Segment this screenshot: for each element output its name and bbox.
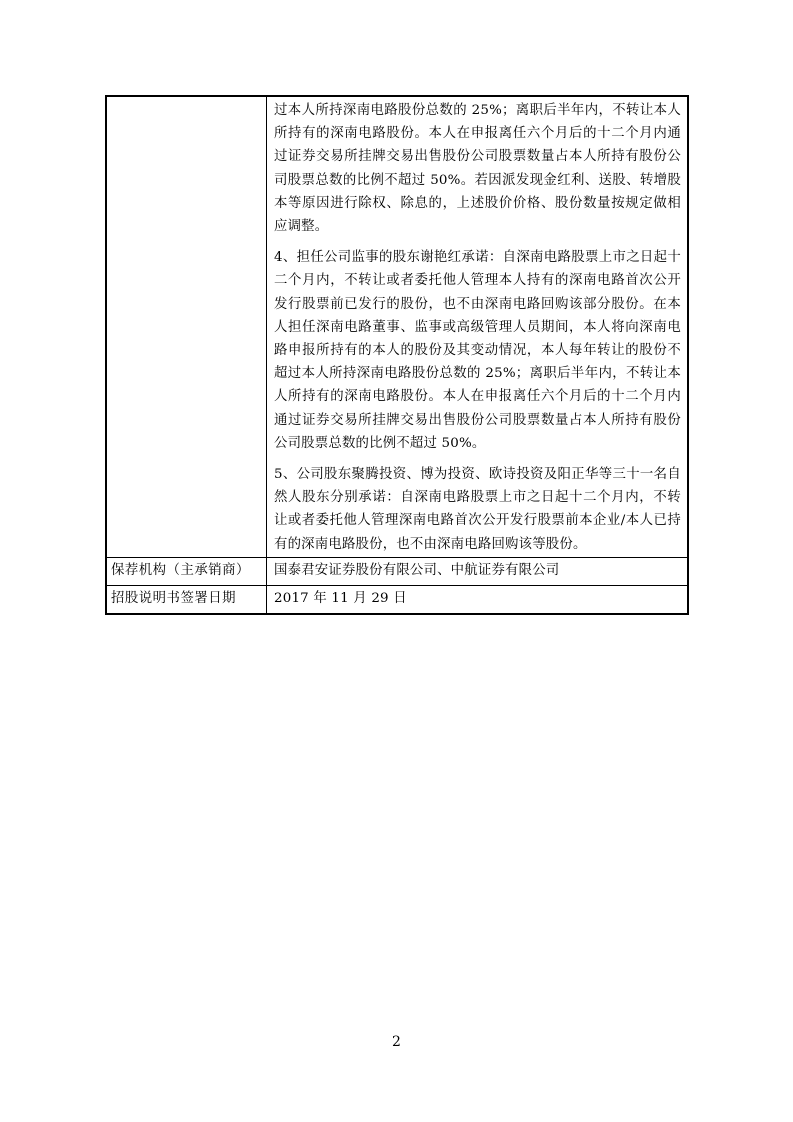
signing-date-label: 招股说明书签署日期 [106, 585, 267, 614]
commitment-paragraph-4: 4、担任公司监事的股东谢艳红承诺：自深南电路股票上市之日起十二个月内，不转让或者委托他人管理本人持有的深南电路首次公开发行股票前已发行的股份，也不由深南电路回购该部分股份。在本人担任深南电路董事、监事或高级管理人员期间，本人将向深南电路申报所持有的本人的股份及其变动情况，本人每年转让的股份不超过本人所持深南电路股份总数的 25%；离职后半年内，不转让本人所持有的深南电路股份。本人在申报离任六个月后的十二个月内通过证券交易所挂牌交易出售股份公司股票数量占本人所持有股份公司股票总数的比例不超过 50%。 [274, 250, 681, 451]
page-number: 2 [392, 1034, 401, 1050]
commitment-paragraph-continued: 过本人所持深南电路股份总数的 25%；离职后半年内，不转让本人所持有的深南电路股份。本人在申报离任六个月后的十二个月内通过证券交易所挂牌交易出售股份公司股票数量占本人所持有股份公司股票总数的比例不超过 50%。若因派发现金红利、送股、转增股本等原因进行除权、除息的，上述股价价格、股份数量按规定做相应调整。 [274, 103, 681, 235]
empty-label-cell [106, 96, 267, 557]
sponsor-label: 保荐机构（主承销商） [106, 557, 267, 585]
prospectus-info-table [105, 95, 689, 615]
table-row [106, 96, 688, 557]
commitment-paragraph-5: 5、公司股东聚腾投资、博为投资、欧诗投资及阳正华等三十一名自然人股东分别承诺：自深南电路股票上市之日起十二个月内，不转让或者委托他人管理深南电路首次公开发行股票前本企业/本人已持有的深南电路股份，也不由深南电路回购该等股份。 [274, 467, 681, 552]
sponsor-value: 国泰君安证券股份有限公司、中航证券有限公司 [267, 557, 689, 585]
signing-date-value: 2017 年 11 月 29 日 [267, 585, 689, 614]
table-row [106, 585, 688, 614]
commitments-cell [267, 96, 689, 557]
table-row [106, 557, 688, 585]
